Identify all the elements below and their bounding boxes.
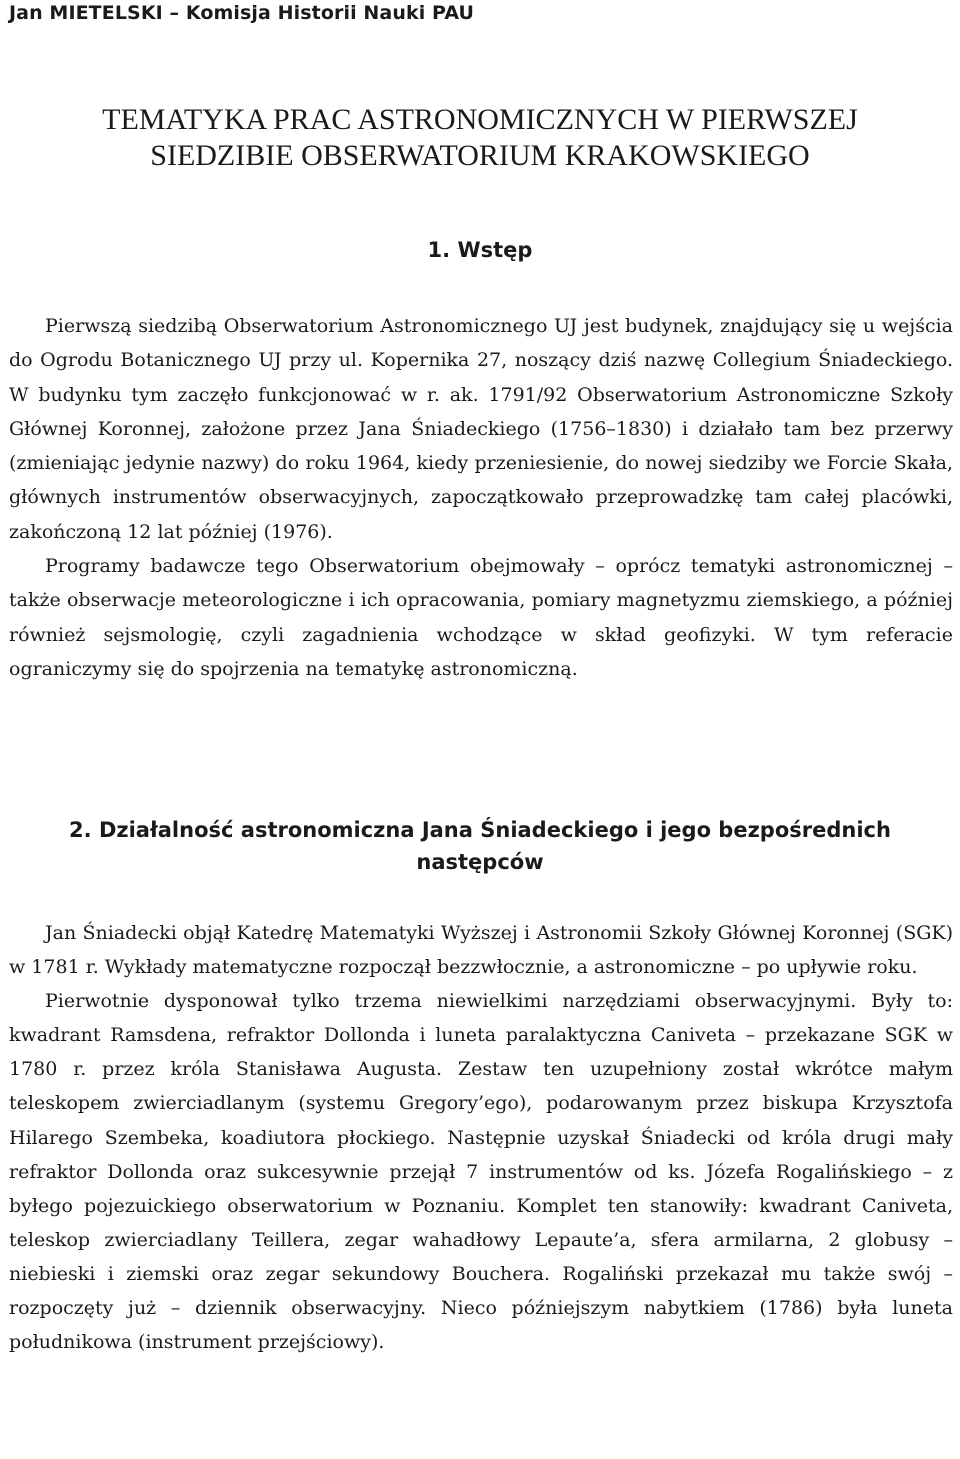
section-1-paragraph-2: Programy badawcze tego Obserwatorium obejmowały – oprócz tematyki astronomicznej – także obserwacje meteorologiczne i ich opracowania, pomiary magnetyzmu ziemskiego, a później również sejsmologię, czyli zagadnienia wchodzące w skład geofizyki. W tym referacie ograniczymy się do spojrzenia na tematykę astronomiczną. [9,555,953,680]
section-1-paragraph-1: Pierwszą siedzibą Obserwatorium Astronomicznego UJ jest budynek, znajdujący się u wejścia do Ogrodu Botanicznego UJ przy ul. Kopernika 27, noszący dziś nazwę Collegium Śniadeckiego. W budynku tym zaczęło funkcjonować w r. ak. 1791/92 Obserwatorium Astronomiczne Szkoły Głównej Koronnej, założone przez Jana Śniadeckiego (1756–1830) i działało tam bez przerwy (zmieniając jedynie nazwy) do roku 1964, kiedy przeniesienie, do nowej siedziby we Forcie Skała, głównych instrumentów obserwacyjnych, zapoczątkowało przeprowadzkę tam całej placówki, zakończoną 12 lat później (1976). [9,315,953,543]
section-1-heading: 1. Wstęp [427,238,533,262]
paper-title-line-2: SIEDZIBIE OBSERWATORIUM KRAKOWSKIEGO [150,139,810,172]
section-2-heading-line-1: 2. Działalność astronomiczna Jana Śniadeckiego i jego bezpośrednich [69,818,891,842]
section-1-body [9,309,953,686]
section-2-paragraph-1: Jan Śniadecki objął Katedrę Matematyki Wyższej i Astronomii Szkoły Głównej Koronnej (SGK) w 1781 r. Wykłady matematyczne rozpoczął bezzwłocznie, a astronomiczne – po upływie roku. [9,922,953,979]
section-2-body [9,916,953,1359]
paper-title-line-1: TEMATYKA PRAC ASTRONOMICZNYCH W PIERWSZEJ [102,103,858,136]
paper-title [0,102,960,174]
section-2-heading [0,814,960,878]
section-2-heading-line-2: następców [416,850,544,874]
section-2-paragraph-2: Pierwotnie dysponował tylko trzema niewielkimi narzędziami obserwacyjnymi. Były to: kwadrant Ramsdena, refraktor Dollonda i luneta paralaktyczna Caniveta – przekazane SGK w 1780 r. przez króla Stanisława Augusta. Zestaw ten uzupełniony został wkrótce małym teleskopem zwierciadlanym (systemu Gregory’ego), podarowanym przez biskupa Krzysztofa Hilarego Szembeka, koadiutora płockiego. Następnie uzyskał Śniadecki od króla drugi mały refraktor Dollonda oraz sukcesywnie przejął 7 instrumentów od ks. Józefa Rogalińskiego – z byłego pojezuickiego obserwatorium w Poznaniu. Komplet ten stanowiły: kwadrant Caniveta, teleskop zwierciadlany Teillera, zegar wahadłowy Lepaute’a, sfera armilarna, 2 globusy – niebieski i ziemski oraz zegar sekundowy Bouchera. Rogaliński przekazał mu także swój – rozpoczęty już – dziennik obserwacyjny. Nieco późniejszym nabytkiem (1786) była luneta południkowa (instrument przejściowy). [9,990,953,1354]
running-header: Jan MIETELSKI – Komisja Historii Nauki PAU [9,2,475,24]
